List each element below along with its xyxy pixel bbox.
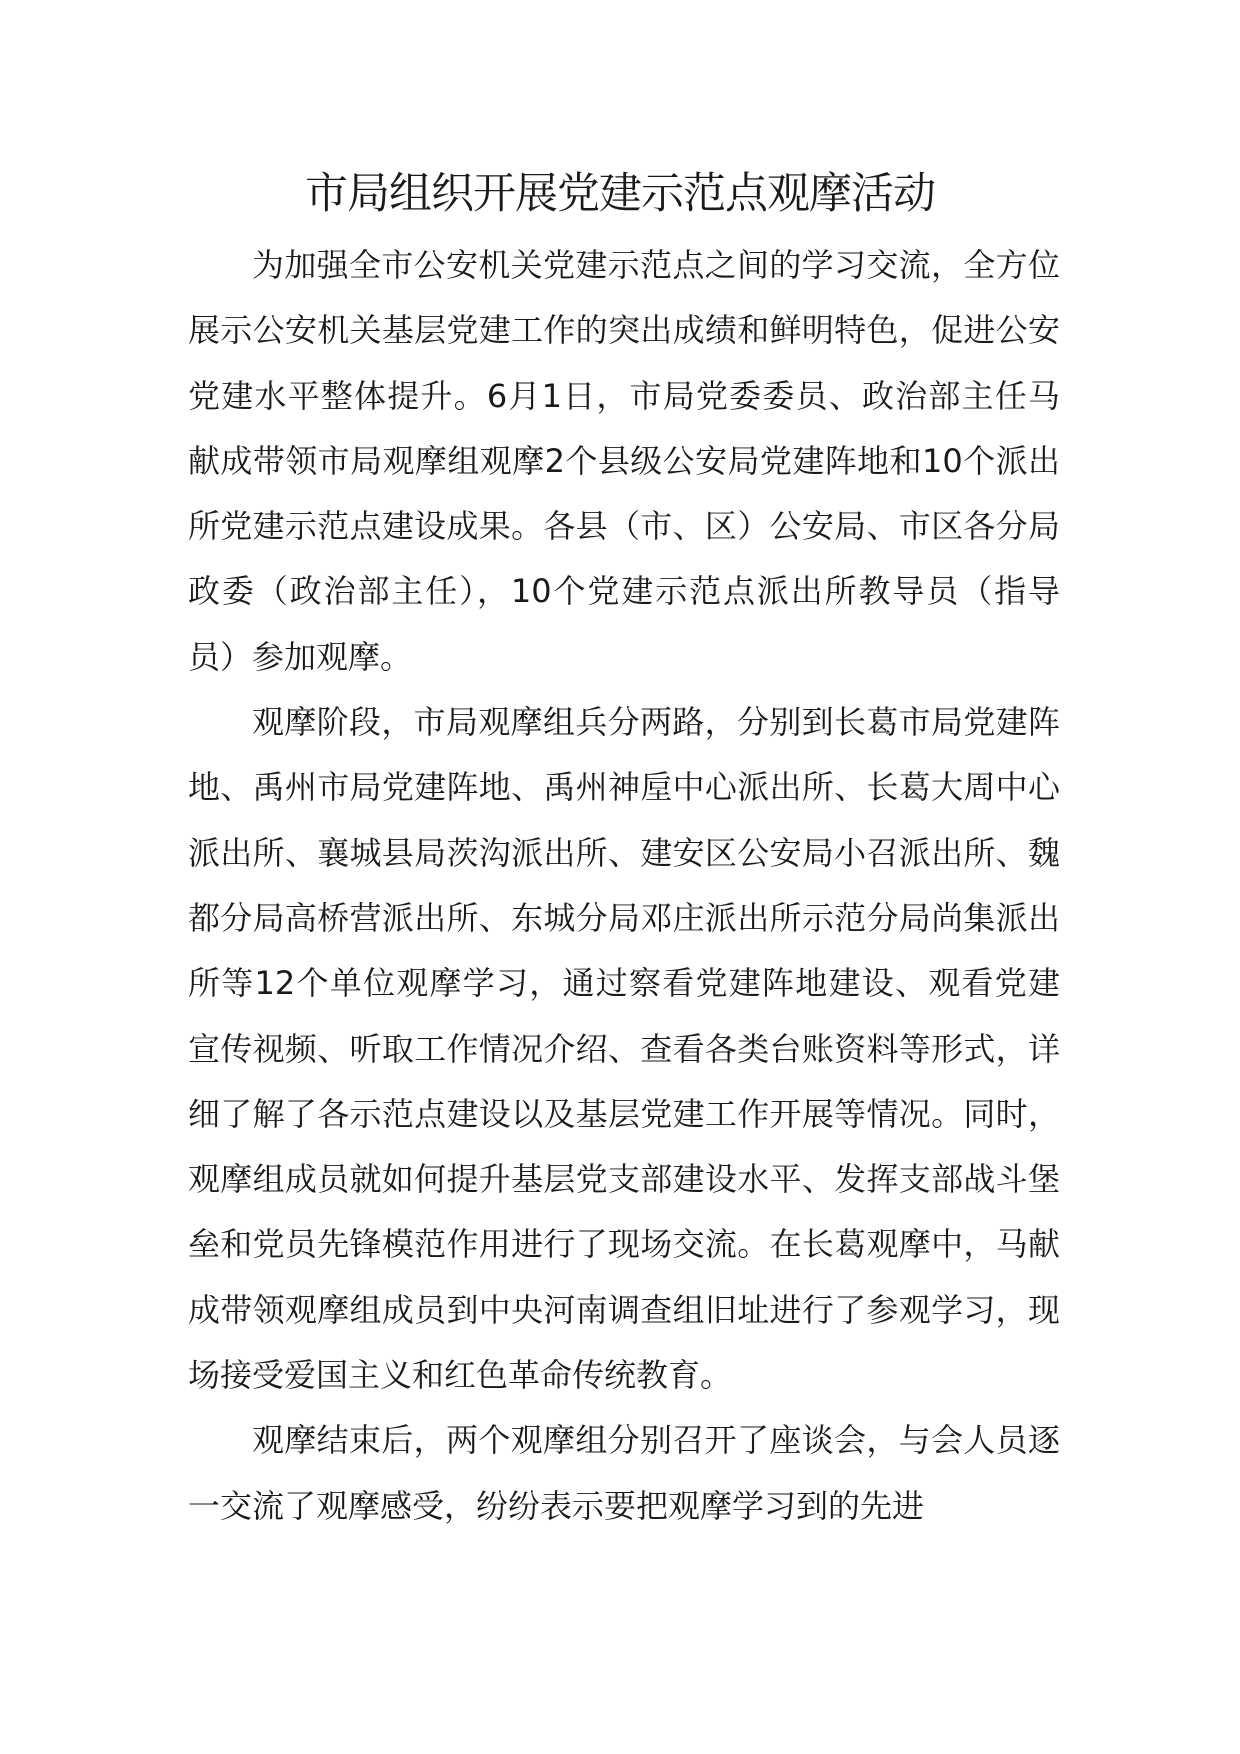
paragraph-1: 为加强全市公安机关党建示范点之间的学习交流，全方位展示公安机关基层党建工作的突出成绩和鲜明特色，促进公安党建水平整体提升。6月1日，市局党委委员、政治部主任马献成带领市局观摩组观摩2个县级公安局党建阵地和10个派出所党建示范点建设成果。各县（市、区）公安局、市区各分局政委（政治部主任），10个党建示范点派出所教导员（指导员）参加观摩。 <box>188 246 1060 676</box>
paragraph-2: 观摩阶段，市局观摩组兵分两路，分别到长葛市局党建阵地、禹州市局党建阵地、禹州神垕中心派出所、长葛大周中心派出所、襄城县局茨沟派出所、建安区公安局小召派出所、魏都分局高桥营派出所、东城分局邓庄派出所示范分局尚集派出所等12个单位观摩学习，通过察看党建阵地建设、观看党建宣传视频、听取工作情况介绍、查看各类台账资料等形式，详细了解了各示范点建设以及基层党建工作开展等情况。同时，观摩组成员就如何提升基层党支部建设水平、发挥支部战斗堡垒和党员先锋模范作用进行了现场交流。在长葛观摩中，马献成带领观摩组成员到中央河南调查组旧址进行了参观学习，现场接受爱国主义和红色革命传统教育。 <box>188 703 1060 1395</box>
document-title: 市局组织开展党建示范点观摩活动 <box>305 169 935 219</box>
document-body <box>188 233 1060 1539</box>
paragraph-3: 观摩结束后，两个观摩组分别召开了座谈会，与会人员逐一交流了观摩感受，纷纷表示要把观摩学习到的先进 <box>188 1421 1060 1525</box>
